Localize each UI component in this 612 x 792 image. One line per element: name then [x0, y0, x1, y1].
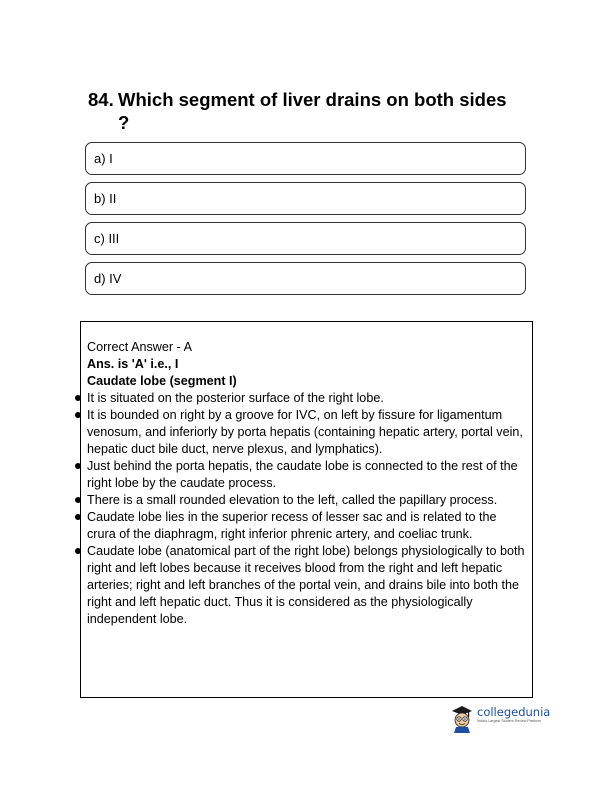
logo-tagline: India's Largest Student Review Platform	[477, 719, 541, 723]
bullet-icon	[75, 497, 81, 503]
list-item-text: Caudate lobe lies in the superior recess of lesser sac and is related to the crura of the diaphragm, right inferior phrenic artery, and coeliac trunk.	[87, 510, 497, 541]
bullet-icon	[75, 463, 81, 469]
option-c[interactable]	[85, 222, 526, 255]
option-d[interactable]	[85, 262, 526, 295]
list-item-text: Caudate lobe (anatomical part of the right lobe) belongs physiologically to both right and left lobes because it receives blood from the right and left hepatic arteries; right and left branches of the portal vein, and drains bile into both the right and left hepatic duct. Thus it is considered as the physiologically independent lobe.	[87, 544, 525, 626]
answer-content	[87, 339, 527, 628]
option-a[interactable]	[85, 142, 526, 175]
correct-answer-line: Correct Answer - A	[87, 340, 192, 354]
bullet-icon	[75, 412, 81, 418]
question-text: Which segment of liver drains on both sides ?	[118, 89, 507, 133]
collegedunia-logo[interactable]	[450, 705, 551, 733]
list-item	[87, 492, 527, 509]
option-label: d) IV	[94, 271, 122, 286]
logo-name: collegedunia	[477, 705, 551, 719]
list-item	[87, 543, 527, 628]
list-item	[87, 458, 527, 492]
list-item-text: There is a small rounded elevation to the left, called the papillary process.	[87, 493, 498, 507]
list-item-text: Just behind the porta hepatis, the caudate lobe is connected to the rest of the right lobe by the caudate process.	[87, 459, 518, 490]
bullet-icon	[75, 395, 81, 401]
list-item	[87, 407, 527, 458]
option-b[interactable]	[85, 182, 526, 215]
question-heading	[88, 88, 518, 134]
mascot-icon	[450, 705, 474, 733]
answer-subheading: Caudate lobe (segment I)	[87, 374, 237, 388]
list-item-text: It is situated on the posterior surface of the right lobe.	[87, 391, 384, 405]
list-item	[87, 509, 527, 543]
list-item-text: It is bounded on right by a groove for IVC, on left by fissure for ligamentum venosum, and inferiorly by porta hepatis (containing hepatic artery, portal vein, hepatic duct bile duct, nerve plexus, and lymphatics).	[87, 408, 523, 456]
question-number: 84.	[88, 89, 114, 110]
bullet-icon	[75, 514, 81, 520]
bullet-icon	[75, 548, 81, 554]
option-label: b) II	[94, 191, 117, 206]
option-label: a) I	[94, 151, 113, 166]
explanation-list	[87, 390, 527, 628]
list-item	[87, 390, 527, 407]
option-label: c) III	[94, 231, 120, 246]
answer-line: Ans. is 'A' i.e., I	[87, 357, 179, 371]
